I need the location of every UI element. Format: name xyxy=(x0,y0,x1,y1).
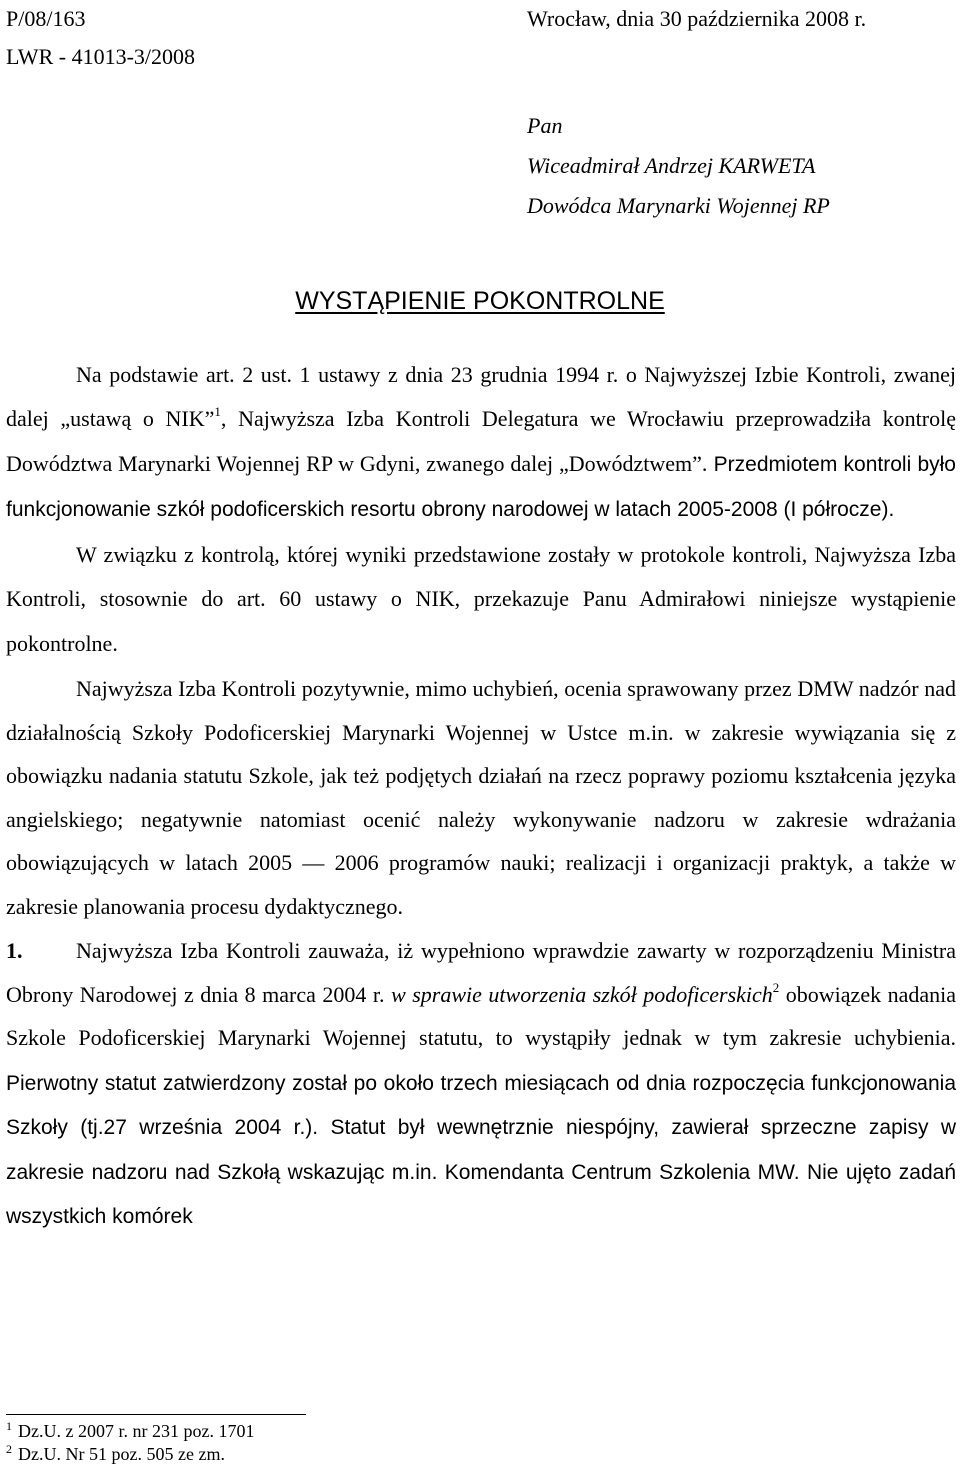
reference-block xyxy=(6,0,195,76)
footnote-2-text: Dz.U. Nr 51 poz. 505 ze zm. xyxy=(18,1444,225,1464)
paragraph-1-text-a: Na podstawie art. 2 ust. 1 ustawy z dnia 23 grudnia 1994 r. o Najwyższej Izbie Kontroli, zwanej dalej „ustawą o NIK” xyxy=(6,362,956,432)
paragraph-1 xyxy=(6,353,956,532)
footnote-ref-1: 1 xyxy=(214,404,221,420)
document-body xyxy=(6,353,956,1239)
reference-number: P/08/163 xyxy=(6,6,86,31)
document-title: WYSTĄPIENIE POKONTROLNE xyxy=(295,287,665,315)
case-number: LWR - 41013-3/2008 xyxy=(6,44,196,69)
paragraph-4-text-c: Pierwotny statut zatwierdzony został po około trzech miesiącach od dnia rozpoczęcia funkcjonowania Szkoły (tj.27 września 2004 r.). Statut był wewnętrznie niespójny, zawierał sprzeczne zapisy w zakresie nadzoru nad Szkołą wskazując m.in. Komendanta Centrum Szkolenia MW. Nie ujęto zadań wszystkich komórek xyxy=(6,1071,956,1229)
addressee-block xyxy=(527,106,830,226)
paragraph-1-text-b: , Najwyższa Izba Kontroli Delegatura we Wrocławiu przeprowadziła kontrolę Dowództwa Marynarki Wojennej RP w Gdyni, zwanego dalej „Dowództwem”. xyxy=(6,406,957,476)
paragraph-2: W związku z kontrolą, której wyniki przedstawione zostały w protokole kontroli, Najwyższa Izba Kontroli, stosownie do art. 60 ustawy o NIK, przekazuje Panu Admirałowi niniejsze wystąpienie pokontrolne. xyxy=(6,542,956,656)
footnote-2 xyxy=(6,1443,225,1465)
footnote-ref-2: 2 xyxy=(772,979,780,995)
paragraph-4-number: 1. xyxy=(6,938,23,964)
paragraph-4-text-b: obowiązek nadania Szkole Podoficerskiej Marynarki Wojennej statutu, to wystąpiły jednak w tym zakresie uchybienia. xyxy=(6,981,957,1051)
paragraph-4 xyxy=(6,929,956,1239)
footnote-1 xyxy=(6,1420,254,1442)
addressee-salutation: Pan xyxy=(527,113,563,138)
footnote-1-text: Dz.U. z 2007 r. nr 231 poz. 1701 xyxy=(18,1421,255,1441)
footnote-separator xyxy=(6,1414,306,1415)
paragraph-4-text-a: Najwyższa Izba Kontroli zauważa, iż wypełniono wprawdzie zawarty w rozporządzeniu Ministra Obrony Narodowej z dnia 8 marca 2004 r. xyxy=(6,938,956,1007)
paragraph-1-text-c: Przedmiotem kontroli było funkcjonowanie szkół podoficerskich resortu obrony narodowej w latach 2005-2008 (I półrocze). xyxy=(6,452,956,521)
footnote-1-number: 1 xyxy=(6,1419,12,1433)
paragraph-3: Najwyższa Izba Kontroli pozytywnie, mimo uchybień, ocenia sprawowany przez DMW nadzór nad działalnością Szkoły Podoficerskiej Marynarki Wojennej w Ustce m.in. w zakresie wywiązania się z obowiązku nadania statutu Szkole, jak też podjętych działań na rzecz poprawy poziomu kształcenia języka angielskiego; negatywnie natomiast ocenić należy wykonywanie nadzoru w zakresie wdrażania obowiązujących w latach 2005 — 2006 programów nauki; realizacji i organizacji praktyk, a także w zakresie planowania procesu dydaktycznego. xyxy=(6,676,956,919)
addressee-name: Wiceadmirał Andrzej KARWETA xyxy=(527,153,816,178)
addressee-position: Dowódca Marynarki Wojennej RP xyxy=(527,193,830,218)
footnote-2-number: 2 xyxy=(6,1442,12,1456)
place-date: Wrocław, dnia 30 października 2008 r. xyxy=(527,6,867,31)
regulation-title: w sprawie utworzenia szkół podoficerskich xyxy=(391,981,773,1007)
